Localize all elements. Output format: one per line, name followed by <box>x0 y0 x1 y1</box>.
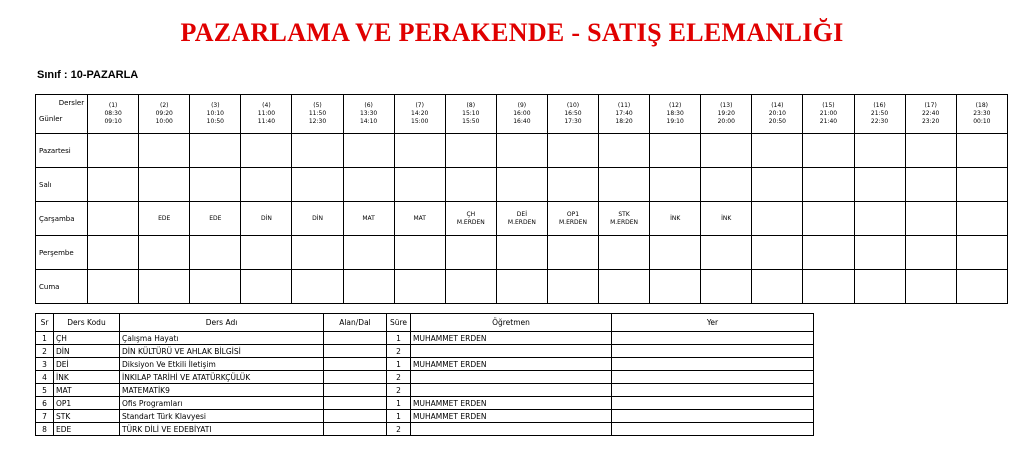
corner-days-label: Günler <box>39 115 63 123</box>
course-name-cell: Diksiyon Ve Etkili İletişim <box>120 358 324 371</box>
period-end-time: 18:20 <box>615 118 633 125</box>
course-name-cell: Ofis Programları <box>120 397 324 410</box>
schedule-cell <box>701 236 752 270</box>
field-branch-cell <box>324 345 387 358</box>
schedule-cell <box>292 270 343 304</box>
period-end-time: 15:50 <box>462 118 480 125</box>
period-header <box>803 95 854 134</box>
schedule-cell <box>650 270 701 304</box>
period-header <box>599 95 650 134</box>
period-start-time: 11:50 <box>308 110 327 117</box>
period-start-time: 23:30 <box>973 110 991 117</box>
column-header-sr: Sr <box>36 314 54 332</box>
period-header <box>956 95 1007 134</box>
schedule-cell <box>445 270 496 304</box>
duration-cell: 2 <box>387 371 411 384</box>
schedule-cell <box>956 202 1007 236</box>
period-end-time: 23:20 <box>921 118 940 125</box>
lesson-code: İNK <box>670 214 681 222</box>
schedule-cell <box>599 202 650 236</box>
schedule-cell <box>343 236 394 270</box>
course-row <box>36 371 814 384</box>
teacher-cell: MUHAMMET ERDEN <box>411 397 612 410</box>
schedule-cell <box>803 202 854 236</box>
duration-cell: 2 <box>387 345 411 358</box>
schedule-cell <box>599 236 650 270</box>
period-number: (6) <box>364 102 373 109</box>
period-header <box>650 95 701 134</box>
column-header-duration: Süre <box>387 314 411 332</box>
sr-cell: 1 <box>36 332 54 345</box>
course-code-cell: ÇH <box>54 332 120 345</box>
period-end-time: 00:10 <box>973 118 991 125</box>
period-end-time: 09:10 <box>104 118 122 125</box>
duration-cell: 2 <box>387 384 411 397</box>
schedule-cell <box>394 270 445 304</box>
lesson-code: EDE <box>158 214 171 222</box>
field-branch-cell <box>324 332 387 345</box>
period-number: (4) <box>262 102 271 109</box>
location-cell <box>612 371 814 384</box>
schedule-cell <box>905 236 956 270</box>
field-branch-cell <box>324 371 387 384</box>
schedule-cell <box>854 168 905 202</box>
schedule-cell <box>752 270 803 304</box>
period-number: (1) <box>108 102 118 109</box>
schedule-cell <box>752 134 803 168</box>
period-start-time: 18:30 <box>666 110 684 117</box>
period-end-time: 10:50 <box>206 118 224 125</box>
schedule-cell <box>139 168 190 202</box>
schedule-cell <box>701 270 752 304</box>
schedule-cell <box>854 134 905 168</box>
schedule-cell <box>547 270 598 304</box>
period-number: (13) <box>720 102 733 109</box>
schedule-cell <box>241 270 292 304</box>
page-title: PAZARLAMA VE PERAKENDE - SATIŞ ELEMANLIĞI <box>180 18 844 47</box>
period-start-time: 08:30 <box>104 110 122 117</box>
lesson-code: EDE <box>209 214 222 222</box>
schedule-cell <box>599 168 650 202</box>
period-start-time: 14:20 <box>411 110 429 117</box>
teacher-cell: MUHAMMET ERDEN <box>411 410 612 423</box>
schedule-cell <box>445 202 496 236</box>
sr-cell: 2 <box>36 345 54 358</box>
period-start-time: 16:00 <box>513 110 531 117</box>
period-end-time: 19:10 <box>666 118 684 125</box>
schedule-cell <box>752 236 803 270</box>
schedule-cell <box>88 270 139 304</box>
schedule-cell <box>190 134 241 168</box>
day-row <box>36 270 1008 304</box>
course-code-cell: DİN <box>54 345 120 358</box>
schedule-cell <box>241 168 292 202</box>
period-end-time: 11:40 <box>257 118 276 125</box>
course-list-header-row <box>36 314 814 332</box>
lesson-code: MAT <box>413 214 426 222</box>
schedule-cell <box>88 202 139 236</box>
duration-cell: 1 <box>387 397 411 410</box>
field-branch-cell <box>324 423 387 436</box>
schedule-cell <box>88 168 139 202</box>
period-start-time: 11:00 <box>257 110 276 117</box>
schedule-cell <box>394 202 445 236</box>
course-row <box>36 397 814 410</box>
column-header-course-code: Ders Kodu <box>54 314 120 332</box>
schedule-cell <box>650 236 701 270</box>
period-start-time: 19:20 <box>717 110 735 117</box>
schedule-cell <box>190 202 241 236</box>
lesson-code: OP1 <box>566 210 580 218</box>
period-number: (11) <box>617 102 631 109</box>
period-number: (5) <box>313 102 322 109</box>
period-number: (16) <box>873 102 886 109</box>
schedule-cell <box>547 134 598 168</box>
period-header <box>190 95 241 134</box>
schedule-cell <box>752 202 803 236</box>
period-end-time: 10:00 <box>155 118 173 125</box>
schedule-cell <box>854 270 905 304</box>
period-end-time: 17:30 <box>564 118 582 125</box>
period-number: (7) <box>415 102 424 109</box>
schedule-cell <box>905 134 956 168</box>
schedule-cell <box>854 202 905 236</box>
field-branch-cell <box>324 384 387 397</box>
teacher-cell: MUHAMMET ERDEN <box>411 358 612 371</box>
course-list-table <box>35 313 814 436</box>
course-code-cell: DEİ <box>54 358 120 371</box>
schedule-cell <box>701 202 752 236</box>
field-branch-cell <box>324 397 387 410</box>
period-end-time: 22:30 <box>870 118 889 125</box>
period-start-time: 20:10 <box>768 110 786 117</box>
course-code-cell: STK <box>54 410 120 423</box>
schedule-cell <box>496 236 547 270</box>
schedule-cell <box>139 236 190 270</box>
period-number: (10) <box>566 102 580 109</box>
schedule-cell <box>547 168 598 202</box>
schedule-cell <box>139 270 190 304</box>
period-header <box>394 95 445 134</box>
period-number: (2) <box>159 102 169 109</box>
course-row <box>36 358 814 371</box>
day-name: Pazartesi <box>36 134 88 168</box>
period-header <box>241 95 292 134</box>
period-header <box>292 95 343 134</box>
lesson-code: ÇH <box>466 210 476 218</box>
column-header-teacher: Öğretmen <box>411 314 612 332</box>
location-cell <box>612 410 814 423</box>
teacher-short: M.ERDEN <box>610 218 639 226</box>
schedule-cell <box>139 134 190 168</box>
course-code-cell: MAT <box>54 384 120 397</box>
day-row <box>36 168 1008 202</box>
duration-cell: 1 <box>387 358 411 371</box>
period-start-time: 13:30 <box>359 110 378 117</box>
period-start-time: 17:40 <box>615 110 633 117</box>
lesson-code: İNK <box>721 214 732 222</box>
duration-cell: 1 <box>387 410 411 423</box>
period-number: (9) <box>517 102 527 109</box>
course-name-cell: İNKILAP TARİHİ VE ATATÜRKÇÜLÜK <box>120 371 324 384</box>
teacher-cell <box>411 345 612 358</box>
weekly-schedule-table <box>35 94 1008 304</box>
sr-cell: 8 <box>36 423 54 436</box>
schedule-cell <box>445 168 496 202</box>
course-code-cell: İNK <box>54 371 120 384</box>
column-header-location: Yer <box>612 314 814 332</box>
lesson-code: STK <box>618 210 630 218</box>
course-name-cell: Standart Türk Klavyesi <box>120 410 324 423</box>
day-name: Salı <box>36 168 88 202</box>
day-name: Cuma <box>36 270 88 304</box>
teacher-short: M.ERDEN <box>456 218 485 226</box>
schedule-cell <box>701 168 752 202</box>
schedule-cell <box>343 202 394 236</box>
period-end-time: 20:50 <box>768 118 786 125</box>
period-end-time: 20:00 <box>717 118 735 125</box>
period-header <box>88 95 139 134</box>
period-end-time: 21:40 <box>819 118 838 125</box>
column-header-field-branch: Alan/Dal <box>324 314 387 332</box>
day-row <box>36 202 1008 236</box>
schedule-cell <box>547 202 598 236</box>
lesson-code: DEİ <box>516 210 527 218</box>
field-branch-cell <box>324 410 387 423</box>
schedule-cell <box>803 168 854 202</box>
course-name-cell: MATEMATİK9 <box>120 384 324 397</box>
schedule-cell <box>445 134 496 168</box>
location-cell <box>612 384 814 397</box>
period-header <box>547 95 598 134</box>
duration-cell: 2 <box>387 423 411 436</box>
sr-cell: 3 <box>36 358 54 371</box>
period-end-time: 14:10 <box>359 118 378 125</box>
schedule-cell <box>190 270 241 304</box>
field-branch-cell <box>324 358 387 371</box>
period-number: (8) <box>466 102 476 109</box>
location-cell <box>612 332 814 345</box>
schedule-cell <box>701 134 752 168</box>
schedule-cell <box>496 134 547 168</box>
location-cell <box>612 397 814 410</box>
schedule-cell <box>292 202 343 236</box>
course-code-cell: EDE <box>54 423 120 436</box>
day-row <box>36 236 1008 270</box>
schedule-cell <box>854 236 905 270</box>
period-start-time: 16:50 <box>564 110 582 117</box>
schedule-cell <box>752 168 803 202</box>
schedule-cell <box>650 202 701 236</box>
period-header <box>496 95 547 134</box>
schedule-cell <box>905 202 956 236</box>
period-start-time: 22:40 <box>921 110 940 117</box>
schedule-cell <box>905 270 956 304</box>
day-row <box>36 134 1008 168</box>
schedule-cell <box>599 134 650 168</box>
lesson-code: DİN <box>260 214 272 222</box>
schedule-cell <box>905 168 956 202</box>
schedule-cell <box>394 134 445 168</box>
class-label: Sınıf : 10-PAZARLA <box>37 69 139 81</box>
schedule-header-row <box>36 95 1008 134</box>
day-name: Perşembe <box>36 236 88 270</box>
period-start-time: 21:50 <box>870 110 889 117</box>
sr-cell: 7 <box>36 410 54 423</box>
period-number: (14) <box>771 102 784 109</box>
period-end-time: 12:30 <box>308 118 327 125</box>
day-name: Çarşamba <box>36 202 88 236</box>
schedule-cell <box>445 236 496 270</box>
period-header <box>854 95 905 134</box>
course-name-cell: TÜRK DİLİ VE EDEBİYATI <box>120 423 324 436</box>
period-header <box>752 95 803 134</box>
course-row <box>36 423 814 436</box>
sr-cell: 6 <box>36 397 54 410</box>
lesson-code: MAT <box>362 214 375 222</box>
period-header <box>905 95 956 134</box>
sr-cell: 5 <box>36 384 54 397</box>
schedule-cell <box>343 134 394 168</box>
period-header <box>701 95 752 134</box>
schedule-cell <box>190 236 241 270</box>
teacher-cell <box>411 371 612 384</box>
schedule-cell <box>292 236 343 270</box>
course-code-cell: OP1 <box>54 397 120 410</box>
course-row <box>36 332 814 345</box>
schedule-corner-cell <box>36 95 88 134</box>
period-start-time: 10:10 <box>206 110 224 117</box>
schedule-cell <box>547 236 598 270</box>
schedule-cell <box>956 236 1007 270</box>
period-header <box>139 95 190 134</box>
schedule-cell <box>241 236 292 270</box>
course-name-cell: DİN KÜLTÜRÜ VE AHLAK BİLGİSİ <box>120 345 324 358</box>
course-name-cell: Çalışma Hayatı <box>120 332 324 345</box>
schedule-cell <box>496 168 547 202</box>
schedule-cell <box>88 134 139 168</box>
teacher-cell <box>411 384 612 397</box>
course-row <box>36 345 814 358</box>
duration-cell: 1 <box>387 332 411 345</box>
teacher-cell: MUHAMMET ERDEN <box>411 332 612 345</box>
schedule-cell <box>343 168 394 202</box>
teacher-short: M.ERDEN <box>507 218 536 226</box>
schedule-cell <box>803 236 854 270</box>
period-start-time: 09:20 <box>155 110 173 117</box>
period-end-time: 15:00 <box>411 118 429 125</box>
period-number: (3) <box>211 102 220 109</box>
schedule-cell <box>190 168 241 202</box>
course-row <box>36 384 814 397</box>
schedule-cell <box>956 270 1007 304</box>
period-end-time: 16:40 <box>513 118 531 125</box>
schedule-cell <box>394 168 445 202</box>
teacher-short: M.ERDEN <box>559 218 587 226</box>
schedule-cell <box>956 134 1007 168</box>
course-row <box>36 410 814 423</box>
schedule-cell <box>394 236 445 270</box>
period-start-time: 15:10 <box>462 110 480 117</box>
period-number: (17) <box>924 102 937 109</box>
lesson-code: DİN <box>312 214 323 222</box>
schedule-cell <box>292 134 343 168</box>
schedule-cell <box>139 202 190 236</box>
location-cell <box>612 423 814 436</box>
schedule-cell <box>241 134 292 168</box>
schedule-cell <box>599 270 650 304</box>
schedule-cell <box>956 168 1007 202</box>
location-cell <box>612 358 814 371</box>
teacher-cell <box>411 423 612 436</box>
period-number: (12) <box>669 102 682 109</box>
sr-cell: 4 <box>36 371 54 384</box>
schedule-cell <box>650 168 701 202</box>
schedule-cell <box>803 134 854 168</box>
schedule-cell <box>241 202 292 236</box>
schedule-cell <box>496 270 547 304</box>
corner-lessons-label: Dersler <box>58 99 85 107</box>
location-cell <box>612 345 814 358</box>
period-header <box>445 95 496 134</box>
schedule-cell <box>496 202 547 236</box>
period-number: (15) <box>822 102 835 109</box>
period-start-time: 21:00 <box>819 110 838 117</box>
period-header <box>343 95 394 134</box>
schedule-cell <box>292 168 343 202</box>
schedule-cell <box>803 270 854 304</box>
schedule-cell <box>88 236 139 270</box>
schedule-cell <box>343 270 394 304</box>
period-number: (18) <box>975 102 988 109</box>
schedule-cell <box>650 134 701 168</box>
column-header-course-name: Ders Adı <box>120 314 324 332</box>
